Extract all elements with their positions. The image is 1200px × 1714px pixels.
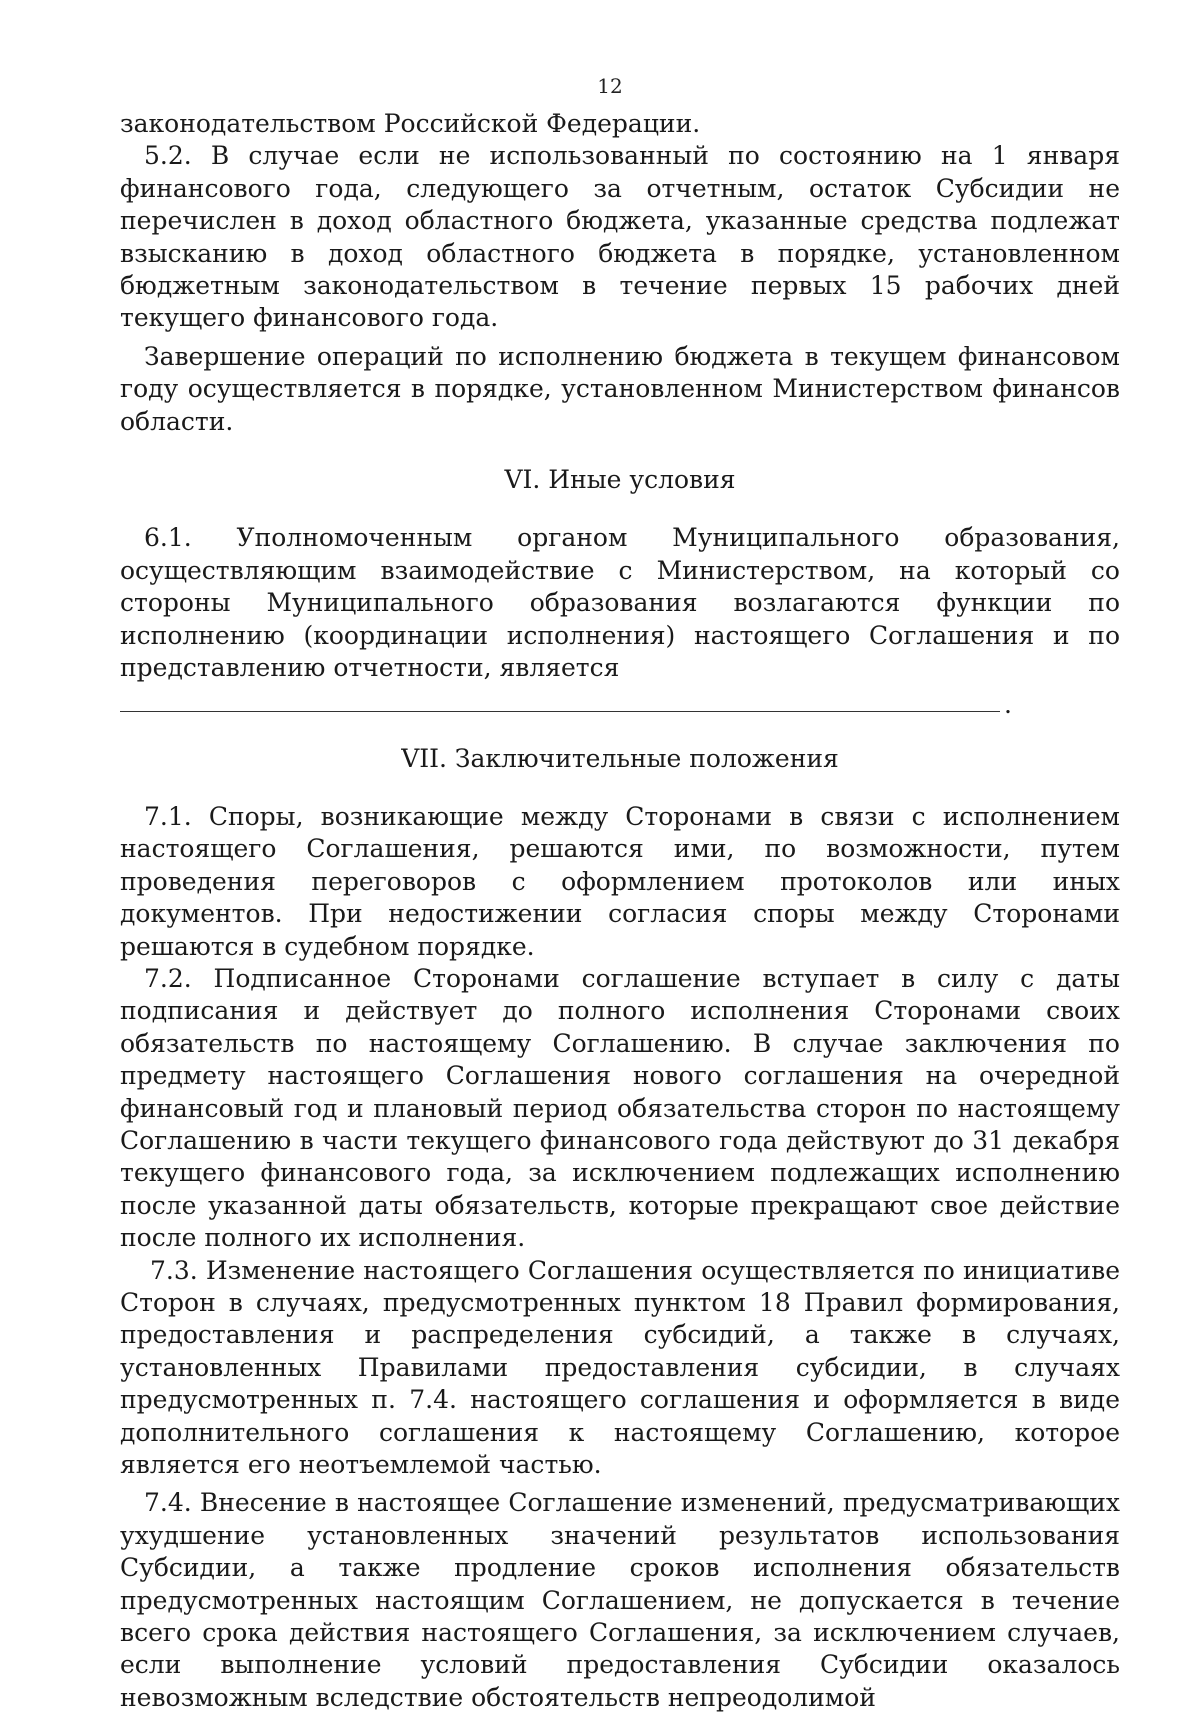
page-number: 12 [597,74,623,98]
blank-period: . [1004,689,1012,719]
section-7-title: VII. Заключительные положения [401,743,839,773]
clause-6-1: 6.1. Уполномоченным органом Муниципального образования, осуществляющим взаимодействие с Министерством, на который со стороны Муниципального образования возлагаются функции по исполнению (координации исполнения) настоящего Соглашения и по представлению отчетности, является [120,523,1120,683]
section-6-title: VI. Иные условия [504,465,736,495]
clause-5-2-closing: Завершение операций по исполнению бюджета в текущем финансовом году осуществляется в порядке, установленном Министерством финансов области. [120,341,1120,436]
clause-7-1: 7.1. Споры, возникающие между Сторонами в связи с исполнением настоящего Соглашения, решаются ими, по возможности, путем проведения переговоров с оформлением протоколов или иных документов. При недостижении согласия споры между Сторонами решаются в судебном порядке. [120,801,1120,961]
clause-7-3: 7.3. Изменение настоящего Соглашения осуществляется по инициативе Сторон в случаях, предусмотренных пунктом 18 Правил формирования, предоставления и распределения субсидий, а также в случаях, установленных Правилами предоставления субсидии, в случаях предусмотренных п. 7.4. настоящего соглашения и оформляется в виде дополнительного соглашения к настоящему Соглашению, которое является его неотъемлемой частью. [120,1255,1120,1480]
clause-7-4: 7.4. Внесение в настоящее Соглашение изменений, предусматривающих ухудшение установленных значений результатов использования Субсидии, а также продление сроков исполнения обязательств предусмотренных настоящим Соглашением, не допускается в течение всего срока действия настоящего Соглашения, за исключением случаев, если выполнение условий предоставления Субсидии оказалось невозможным вследствие обстоятельств непреодолимой [120,1488,1120,1712]
section-5-continuation: законодательством Российской Федерации. [120,109,701,138]
fill-in-blank [120,691,1120,725]
blank-underline [120,711,1000,712]
clause-7-2: 7.2. Подписанное Сторонами соглашение вступает в силу с даты подписания и действует до полного исполнения Сторонами своих обязательств по настоящему Соглашению. В случае заключения по предмету настоящего Соглашения нового соглашения на очередной финансовый год и плановый период обязательства сторон по настоящему Соглашению в части текущего финансового года действуют до 31 декабря текущего финансового года, за исключением подлежащих исполнению после указанной даты обязательств, которые прекращают свое действие после полного их исполнения. [120,963,1120,1253]
clause-5-2: 5.2. В случае если не использованный по состоянию на 1 января финансового года, следующего за отчетным, остаток Субсидии не перечислен в доход областного бюджета, указанные средства подлежат взысканию в доход областного бюджета в порядке, установленном бюджетным законодательством в течение первых 15 рабочих дней текущего финансового года. [120,141,1120,333]
document-body [120,108,1120,1714]
